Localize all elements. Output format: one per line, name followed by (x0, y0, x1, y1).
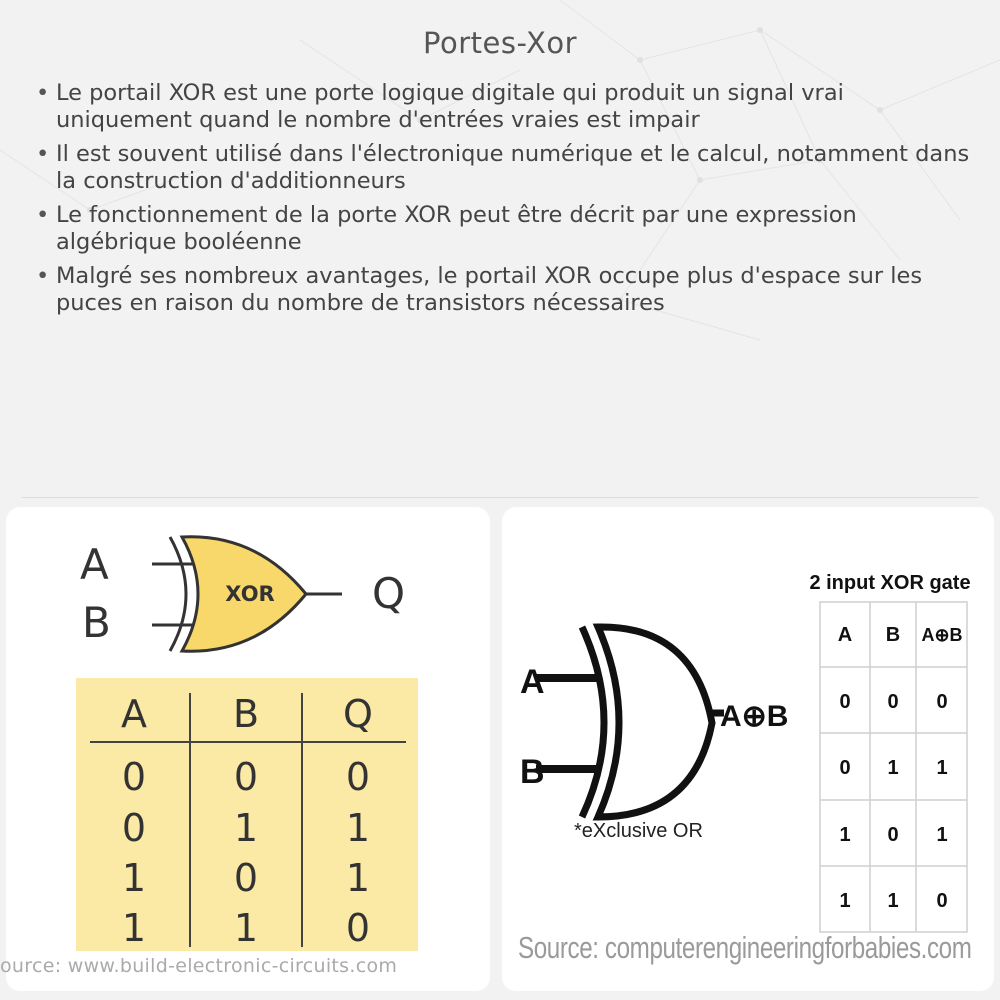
table-cell: 1 (936, 824, 948, 846)
table-cell: 1 (936, 757, 948, 779)
input-b-label: B (520, 753, 545, 791)
table-header-result: A⊕B (921, 625, 963, 645)
table-header-b: B (232, 692, 260, 736)
table-header-q: Q (343, 692, 373, 736)
table-cell: 1 (839, 824, 851, 846)
table-header-a: A (121, 692, 147, 736)
table-cell: 0 (936, 890, 948, 912)
table-cell: 0 (839, 757, 851, 779)
table-cell: 1 (887, 890, 899, 912)
xor-back-curve (582, 627, 604, 817)
table-cell: 0 (936, 691, 948, 713)
table-cell: 1 (121, 906, 147, 950)
xor-gate-diagram-left (6, 507, 490, 991)
table-cell: 1 (345, 856, 371, 900)
xor-back-curve (170, 537, 186, 651)
table-cell: 0 (121, 806, 147, 850)
xor-gate-body (598, 627, 712, 817)
table-cell: 0 (233, 856, 259, 900)
table-cell: 1 (233, 906, 259, 950)
bullet-item: • Le fonctionnement de la porte XOR peut être décrit par une expression algébrique booléenne (36, 202, 976, 256)
left-figure-panel (6, 507, 490, 991)
table-cell: 0 (887, 824, 899, 846)
input-b-label: B (82, 598, 111, 647)
input-a-label: A (80, 540, 109, 589)
table-cell: 1 (345, 806, 371, 850)
page-title: Portes-Xor (423, 26, 577, 60)
source-credit-left: ource: www.build-electronic-circuits.com (0, 955, 398, 977)
table-cell: 0 (233, 755, 259, 799)
xor-gate-diagram-right (502, 507, 994, 991)
table-cell: 0 (345, 906, 371, 950)
bullet-list (36, 80, 976, 324)
table-cell: 0 (887, 691, 899, 713)
table-cell: 0 (839, 691, 851, 713)
bullet-item: • Le portail XOR est une porte logique digitale qui produit un signal vrai uniquement quand le nombre d'entrées vraies est impair (36, 80, 976, 134)
divider (22, 497, 978, 498)
table-header-b: B (885, 624, 901, 646)
bullet-item: • Il est souvent utilisé dans l'électronique numérique et le calcul, notamment dans la construction d'additionneurs (36, 141, 976, 195)
table-cell: 1 (887, 757, 899, 779)
table-cell: 0 (121, 755, 147, 799)
right-figure-panel (502, 507, 994, 991)
table-title: 2 input XOR gate (809, 572, 971, 594)
output-label: A⊕B (720, 700, 789, 733)
table-cell: 1 (121, 856, 147, 900)
table-cell: 0 (345, 755, 371, 799)
source-credit-right: Source: computerengineeringforbabies.com (518, 930, 972, 965)
table-header-a: A (837, 624, 853, 646)
gate-caption: *eXclusive OR (574, 820, 703, 842)
bullet-item: • Malgré ses nombreux avantages, le portail XOR occupe plus d'espace sur les puces en raison du nombre de transistors nécessaires (36, 263, 976, 317)
input-a-label: A (520, 663, 545, 701)
gate-label: XOR (225, 582, 275, 606)
table-cell: 1 (839, 890, 851, 912)
output-label: Q (372, 569, 406, 618)
table-cell: 1 (233, 806, 259, 850)
